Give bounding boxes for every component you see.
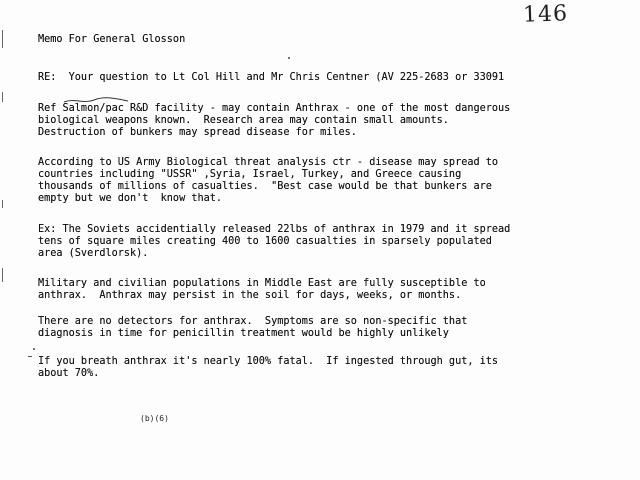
memo-line: about 70%.	[38, 368, 100, 379]
memo-line: empty but we don't know that.	[38, 193, 223, 204]
left-edge-mark	[2, 30, 3, 48]
memo-line: RE: Your question to Lt Col Hill and Mr Chris Centner (AV 225-2683 or 33091	[38, 72, 505, 83]
memo-line: If you breath anthrax it's nearly 100% fatal. If ingested through gut, its	[38, 356, 499, 367]
memo-line: biological weapons known. Research area may contain small amounts.	[38, 115, 449, 126]
scan-speck	[33, 348, 35, 350]
memo-line: thousands of millions of casualties. "Best case would be that bunkers are	[38, 181, 492, 192]
memo-line: There are no detectors for anthrax. Symptoms are so non-specific that	[38, 316, 468, 327]
page-number: 146	[522, 1, 569, 28]
scan-speck	[28, 356, 32, 357]
left-edge-mark	[2, 92, 3, 102]
memo-line: According to US Army Biological threat analysis ctr - disease may spread to	[38, 157, 499, 168]
memo-line: area (Sverdlorsk).	[38, 248, 149, 259]
memo-line: countries including "USSR" ,Syria, Israel, Turkey, and Greece causing	[38, 169, 462, 180]
redaction-mark: (b)(6)	[140, 414, 169, 423]
memo-line: Ex: The Soviets accidentially released 22lbs of anthrax in 1979 and it spread	[38, 224, 511, 235]
memo-line: anthrax. Anthrax may persist in the soil for days, weeks, or months.	[38, 290, 462, 301]
memo-heading: Memo For General Glosson	[38, 34, 186, 45]
memo-line: Military and civilian populations in Middle East are fully susceptible to	[38, 278, 486, 289]
memo-line: Ref Salmon/pac R&D facility - may contain Anthrax - one of the most dangerous	[38, 103, 511, 114]
left-edge-mark	[2, 200, 3, 208]
scan-speck	[288, 57, 290, 59]
left-edge-mark	[2, 268, 3, 282]
memo-line: diagnosis in time for penicillin treatment would be highly unlikely	[38, 328, 449, 339]
memo-line: tens of square miles creating 400 to 1600 casualties in sparsely populated	[38, 236, 492, 247]
memo-line: Destruction of bunkers may spread disease for miles.	[38, 127, 357, 138]
